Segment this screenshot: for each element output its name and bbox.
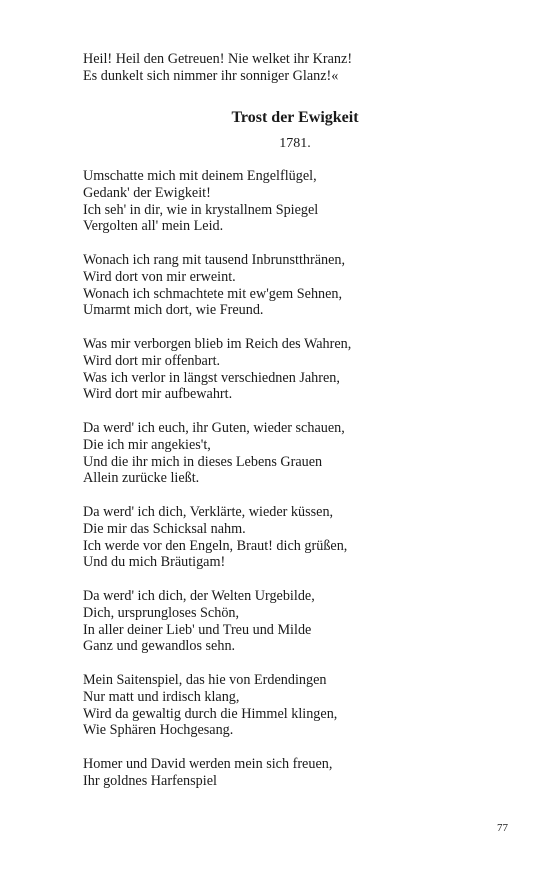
- verse-line: Da werd' ich dich, der Welten Urgebilde,: [83, 587, 315, 604]
- stanza-7: [83, 672, 503, 739]
- verse-line: Da werd' ich euch, ihr Guten, wieder schauen,: [83, 419, 345, 436]
- poem-year: 1781.: [279, 136, 311, 151]
- poem-body: [83, 168, 503, 806]
- stanza-8: [83, 756, 503, 790]
- verse-line: Dich, ursprungloses Schön,: [83, 604, 240, 621]
- verse-line: Ich werde vor den Engeln, Braut! dich grüßen,: [83, 537, 348, 554]
- verse-line: In aller deiner Lieb' und Treu und Milde: [83, 621, 312, 638]
- previous-poem-ending: [83, 51, 503, 85]
- verse-line: Da werd' ich dich, Verklärte, wieder küssen,: [83, 503, 334, 520]
- verse-line: Wird dort mir aufbewahrt.: [83, 386, 233, 403]
- verse-line: Was mir verborgen blieb im Reich des Wahren,: [83, 335, 352, 352]
- verse-line: Umarmt mich dort, wie Freund.: [83, 302, 264, 319]
- intro-line: Es dunkelt sich nimmer ihr sonniger Glanz!«: [83, 67, 339, 84]
- verse-line: Vergolten all' mein Leid.: [83, 218, 224, 235]
- verse-line: Umschatte mich mit deinem Engelflügel,: [83, 168, 317, 184]
- verse-line: Mein Saitenspiel, das hie von Erdendingen: [83, 671, 327, 688]
- intro-line: Heil! Heil den Getreuen! Nie welket ihr Kranz!: [83, 51, 353, 67]
- verse-line: Ganz und gewandlos sehn.: [83, 638, 236, 655]
- verse-line: Und die ihr mich in dieses Lebens Grauen: [83, 453, 323, 470]
- verse-line: Die mir das Schicksal nahm.: [83, 520, 246, 537]
- stanza-5: [83, 504, 503, 571]
- verse-line: Die ich mir angekies't,: [83, 436, 211, 453]
- stanza-2: [83, 252, 503, 319]
- verse-line: Homer und David werden mein sich freuen,: [83, 755, 333, 772]
- verse-line: Ihr goldnes Harfenspiel: [83, 772, 217, 789]
- stanza-1: [83, 168, 503, 235]
- verse-line: Und du mich Bräutigam!: [83, 554, 226, 571]
- verse-line: Wird dort mir offenbart.: [83, 352, 221, 369]
- verse-line: Wie Sphären Hochgesang.: [83, 722, 234, 739]
- stanza-4: [83, 420, 503, 487]
- verse-line: Gedank' der Ewigkeit!: [83, 184, 211, 201]
- verse-line: Was ich verlor in längst verschiednen Jahren,: [83, 369, 340, 386]
- poem-title: Trost der Ewigkeit: [231, 109, 359, 126]
- verse-line: Wonach ich rang mit tausend Inbrunstthränen,: [83, 251, 346, 268]
- verse-line: Wird da gewaltig durch die Himmel klingen,: [83, 705, 338, 722]
- verse-line: Ich seh' in dir, wie in krystallnem Spiegel: [83, 201, 319, 218]
- stanza-6: [83, 588, 503, 655]
- stanza-3: [83, 336, 503, 403]
- verse-line: Nur matt und irdisch klang,: [83, 688, 240, 705]
- page-number: 77: [497, 822, 508, 834]
- verse-line: Wonach ich schmachtete mit ew'gem Sehnen,: [83, 285, 343, 302]
- verse-line: Allein zurücke ließt.: [83, 470, 200, 487]
- verse-line: Wird dort von mir erweint.: [83, 268, 236, 285]
